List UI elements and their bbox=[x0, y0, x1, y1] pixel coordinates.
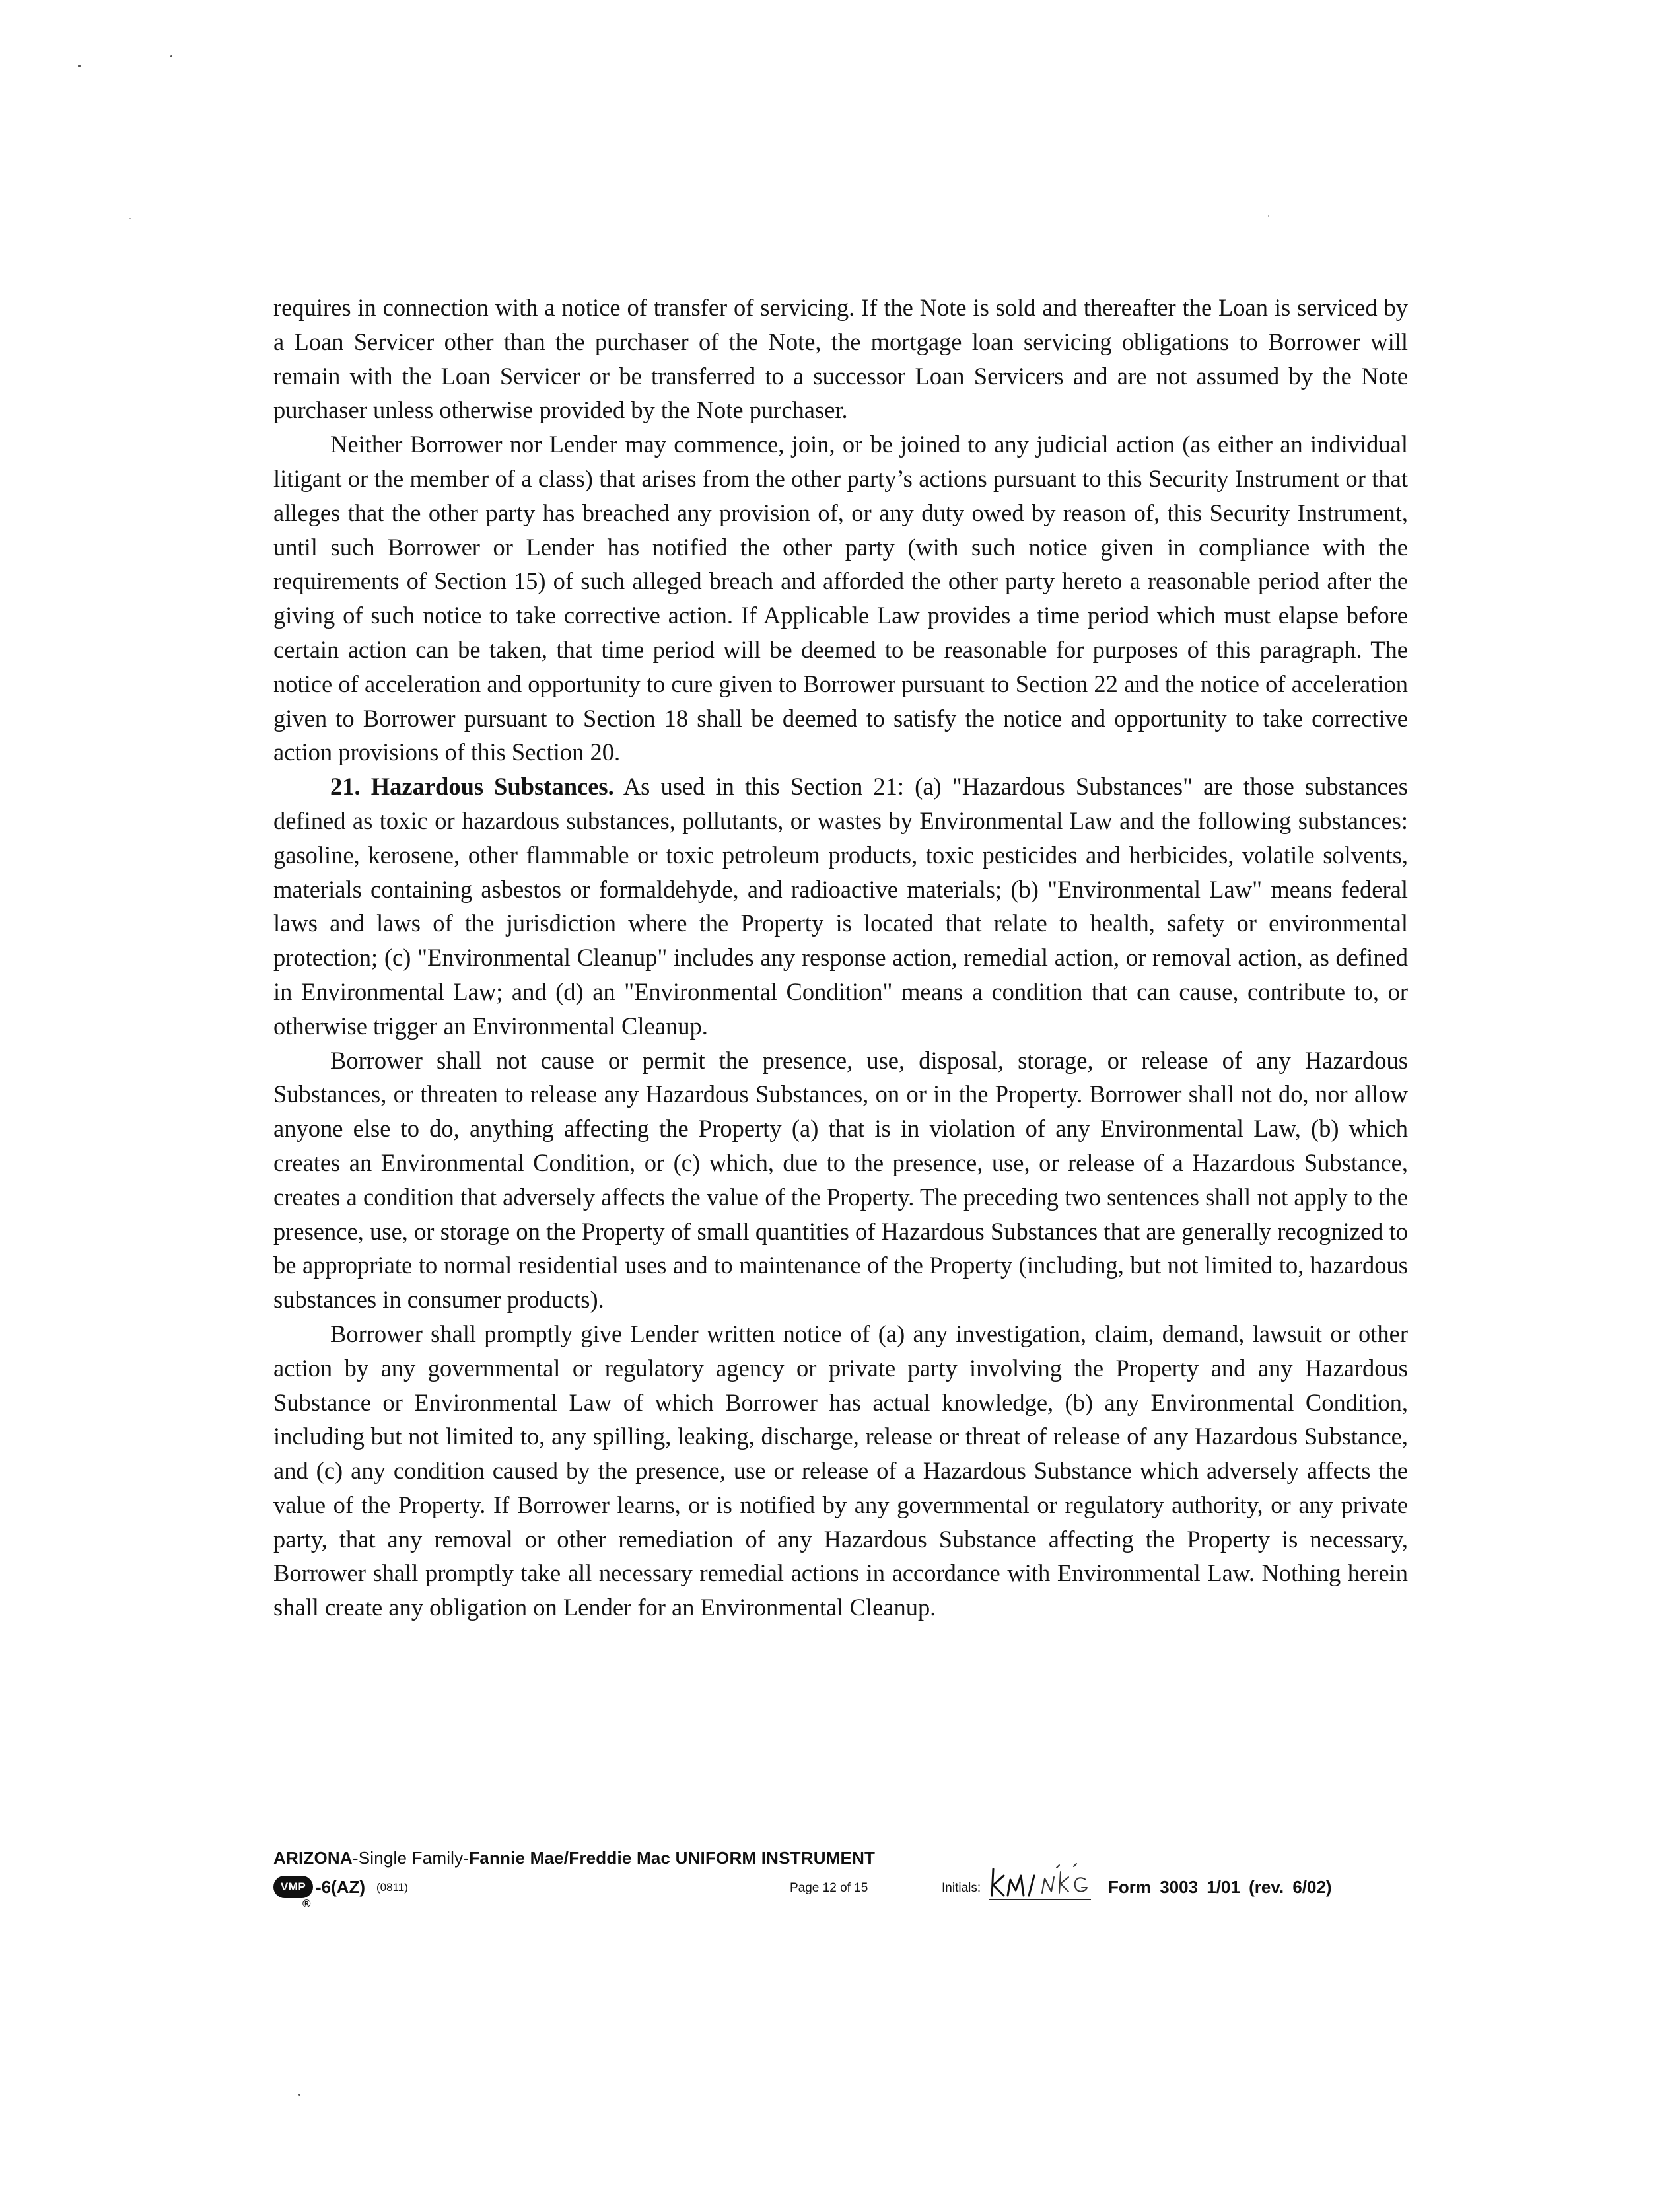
scan-speck bbox=[1268, 215, 1269, 217]
scan-speck bbox=[170, 55, 172, 57]
footer-title-mid: -Single Family- bbox=[352, 1848, 470, 1868]
page-number: Page 12 of 15 bbox=[790, 1881, 868, 1895]
vmp-logo-icon: VMP bbox=[273, 1876, 313, 1898]
form-code-version: (0811) bbox=[376, 1881, 408, 1894]
footer-title bbox=[273, 1848, 875, 1868]
paragraph-borrower-notice bbox=[273, 1317, 1408, 1625]
registered-mark: ® bbox=[302, 1897, 311, 1910]
paragraph-judicial-action bbox=[273, 427, 1408, 769]
footer-state: ARIZONA bbox=[273, 1848, 353, 1868]
paragraph-text: Neither Borrower nor Lender may commence, join, or be joined to any judicial action (as either an individual litigant or the member of a class) that arises from the other party’s actions pursuant to this Security Instrument or that alleges that the other party has breached any provision of, or any duty owed by reason of, this Security Instrument, until such Borrower or Lender has notified the other party (with such notice given in compliance with the requirements of Section 15) of such alleged breach and afforded the other party hereto a reasonable period after the giving of such notice to take corrective action. If Applicable Law provides a time period which must elapse before certain action can be taken, that time period will be deemed to be reasonable for purposes of this paragraph. The notice of acceleration and opportunity to cure given to Borrower pursuant to Section 22 and the notice of acceleration given to Borrower pursuant to Section 18 shall be deemed to satisfy the notice and opportunity to take corrective action provisions of this Section 20. bbox=[273, 431, 1408, 766]
scan-speck bbox=[298, 2094, 300, 2096]
paragraph-text: Borrower shall not cause or permit the presence, use, disposal, storage, or release of any Hazardous Substances, or threaten to release any Hazardous Substances, on or in the Property. Borrower shall not do, nor allow anyone else to do, anything affecting the Property (a) that is in violation of any Environmental Law, (b) which creates an Environmental Condition, or (c) which, due to the presence, use, or release of a Hazardous Substance, creates a condition that adversely affects the value of the Property. The preceding two sentences shall not apply to the presence, use, or storage on the Property of small quantities of Hazardous Substances that are generally recognized to be appropriate to normal residential uses and to maintenance of the Property (including, but not limited to, hazardous substances in consumer products). bbox=[273, 1046, 1408, 1314]
paragraph-hazardous-substances bbox=[273, 769, 1408, 1043]
paragraph-text: requires in connection with a notice of transfer of servicing. If the Note is sold and thereafter the Loan is serviced by a Loan Servicer other than the purchaser of the Note, the mortgage loan servicing obligations to Borrower will remain with the Loan Servicer or be transferred to a successor Loan Servicers and are not assumed by the Note purchaser unless otherwise provided by the Note purchaser. bbox=[273, 294, 1408, 424]
form-code: -6(AZ) bbox=[316, 1877, 366, 1897]
page-footer bbox=[273, 1848, 1408, 1914]
initials-label: Initials: bbox=[942, 1881, 981, 1895]
paragraph-borrower-shall-not bbox=[273, 1044, 1408, 1317]
footer-title-rest: Fannie Mae/Freddie Mac UNIFORM INSTRUMENT bbox=[469, 1848, 876, 1868]
initials-line bbox=[989, 1899, 1091, 1900]
document-body bbox=[273, 291, 1408, 1625]
paragraph-servicing-continued bbox=[273, 291, 1408, 427]
form-number: Form 3003 1/01 (rev. 6/02) bbox=[1108, 1877, 1332, 1897]
scan-speck bbox=[78, 65, 81, 67]
paragraph-text: Borrower shall promptly give Lender written notice of (a) any investigation, claim, demand, lawsuit or other action by any governmental or regulatory agency or private party involving the Property and any Hazardous Substance or Environmental Law of which Borrower has actual knowledge, (b) any Environmental Condition, including but not limited to, any spilling, leaking, discharge, release or threat of release of any Hazardous Substance, and (c) any condition caused by the presence, use or release of a Hazardous Substance which adversely affects the value of the Property. If Borrower learns, or is notified by any governmental or regulatory authority, or any private party, that any removal or other remediation of any Hazardous Substance affecting the Property is necessary, Borrower shall promptly take all necessary remedial actions in accordance with Environmental Law. Nothing herein shall create any obligation on Lender for an Environmental Cleanup. bbox=[273, 1320, 1408, 1621]
handwritten-initials-signature bbox=[988, 1852, 1098, 1898]
paragraph-text: As used in this Section 21: (a) "Hazardous Substances" are those substances defined as toxic or hazardous substances, pollutants, or wastes by Environmental Law and the following substances: gasoline, kerosene, other flammable or toxic petroleum products, toxic pesticides and herbicides, volatile solvents, materials containing asbestos or formaldehyde, and radioactive materials; (b) "Environmental Law" means federal laws and laws of the jurisdiction where the Property is located that relate to health, safety or environmental protection; (c) "Environmental Cleanup" includes any response action, remedial action, or removal action, as defined in Environmental Law; and (d) an "Environmental Condition" means a condition that can cause, contribute to, or otherwise trigger an Environmental Cleanup. bbox=[273, 773, 1408, 1040]
scan-speck bbox=[129, 218, 131, 219]
section-heading: 21. Hazardous Substances. bbox=[330, 773, 614, 800]
